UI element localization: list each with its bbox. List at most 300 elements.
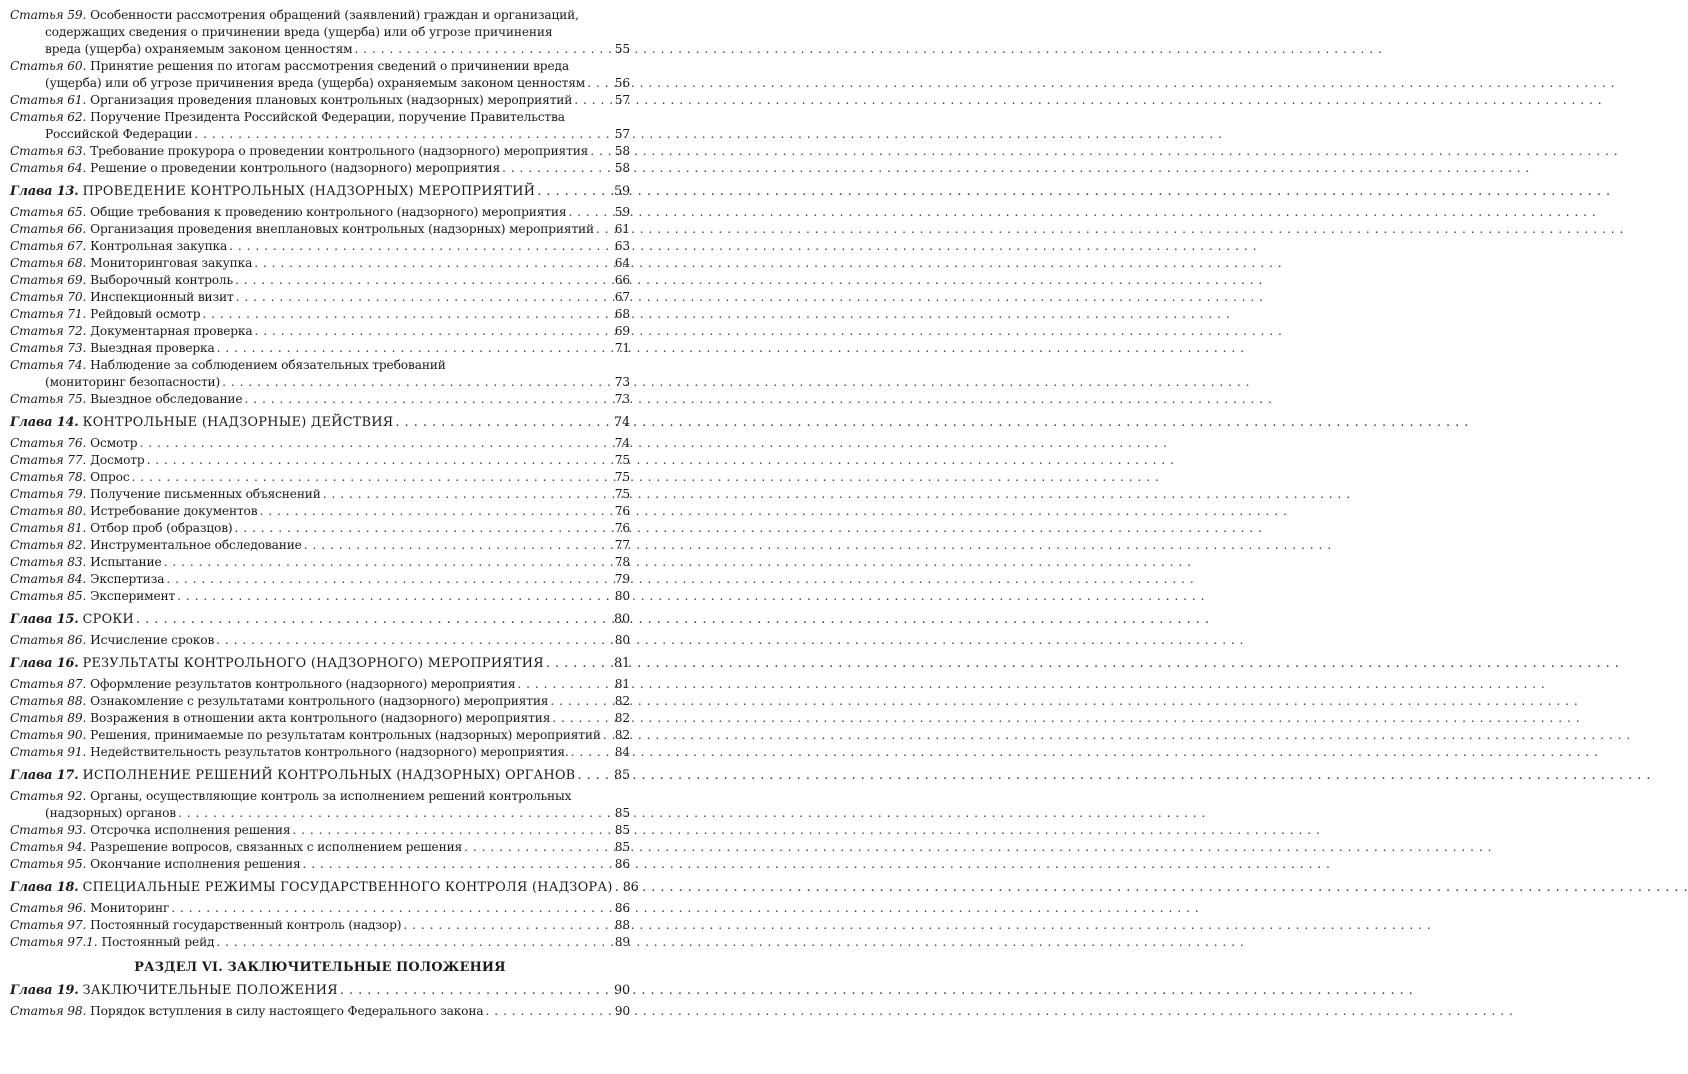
article-title: Общие требования к проведению контрольного (надзорного) мероприятия [90, 205, 567, 219]
toc-chapter-line [10, 414, 630, 431]
toc-article-line [10, 41, 630, 58]
dot-leader [552, 710, 613, 727]
article-number: Статья 72. [10, 324, 87, 338]
page-number: 69 [614, 324, 630, 338]
dot-leader [578, 767, 613, 784]
article-number: Статья 83. [10, 555, 87, 569]
dot-leader [222, 374, 613, 391]
toc-article-line [10, 92, 630, 109]
dot-leader [568, 204, 612, 221]
toc-article[interactable] [10, 822, 630, 839]
toc-article[interactable] [10, 58, 630, 92]
dot-leader [164, 554, 613, 571]
toc-article-line [10, 486, 630, 503]
toc-article[interactable] [10, 632, 630, 649]
article-number: Статья 71. [10, 307, 87, 321]
article-number: Статья 97. [10, 918, 87, 932]
toc-article-line [10, 503, 630, 520]
toc-article-line [10, 109, 630, 126]
dot-leader [202, 306, 612, 323]
toc-article[interactable] [10, 588, 630, 605]
dot-leader [546, 655, 612, 672]
dot-leader [537, 183, 612, 200]
toc-article-line [10, 693, 630, 710]
toc-article-line [10, 238, 630, 255]
article-number: Статья 94. [10, 840, 87, 854]
page-number: 58 [614, 161, 630, 175]
toc-article-line [10, 24, 630, 41]
toc-article-line [10, 75, 630, 92]
toc-article[interactable] [10, 676, 630, 693]
article-number: Статья 63. [10, 144, 87, 158]
article-number: Статья 88. [10, 694, 87, 708]
toc-article-line [10, 788, 630, 805]
toc-article[interactable] [10, 7, 630, 58]
toc-article[interactable] [10, 856, 630, 873]
article-title: содержащих сведения о причинении вреда (ущерба) или об угрозе причинения [45, 25, 553, 39]
article-title: Порядок вступления в силу настоящего Федерального закона [90, 1004, 484, 1018]
dot-leader [304, 537, 613, 554]
toc-article[interactable] [10, 503, 630, 520]
page-number: 56 [614, 76, 630, 90]
article-number: Статья 82. [10, 538, 87, 552]
toc-article[interactable] [10, 143, 630, 160]
toc-article-line [10, 160, 630, 177]
dot-leader [354, 41, 612, 58]
dot-leader [485, 1003, 612, 1020]
toc-article[interactable] [10, 693, 630, 710]
toc-article[interactable] [10, 160, 630, 177]
toc-article-line [10, 900, 630, 917]
chapter-title: СПЕЦИАЛЬНЫЕ РЕЖИМЫ ГОСУДАРСТВЕННОГО КОНТРОЛЯ (НАДЗОРА) [82, 880, 613, 895]
toc-article[interactable] [10, 435, 630, 452]
article-number: Статья 86. [10, 633, 87, 647]
chapter-title: КОНТРОЛЬНЫЕ (НАДЗОРНЫЕ) ДЕЙСТВИЯ [82, 415, 394, 430]
toc-chapter[interactable] [10, 183, 630, 200]
article-number: Статья 96. [10, 901, 87, 915]
article-title: Контрольная закупка [90, 239, 228, 253]
article-title: Окончание исполнения решения [90, 857, 301, 871]
article-number: Статья 90. [10, 728, 87, 742]
toc-chapter-line [10, 611, 630, 628]
dot-leader [136, 611, 612, 628]
toc-article[interactable] [10, 744, 630, 761]
page-number: 81 [614, 677, 630, 691]
toc-article-line [10, 727, 630, 744]
article-title: Организация проведения внеплановых контрольных (надзорных) мероприятий [90, 222, 594, 236]
page-number: 73 [614, 392, 630, 406]
article-number: Статья 93. [10, 823, 87, 837]
page-number: 66 [614, 273, 630, 287]
article-number: Статья 85. [10, 589, 87, 603]
toc-article[interactable] [10, 92, 630, 109]
toc-article-line [10, 520, 630, 537]
dot-leader [571, 744, 613, 761]
page-number: 59 [614, 205, 630, 219]
article-title: Поручение Президента Российской Федерации, поручение Правительства [90, 110, 565, 124]
dot-leader [217, 340, 613, 357]
article-title: Досмотр [90, 453, 145, 467]
page-number: 74 [614, 415, 630, 430]
toc-article-line [10, 917, 630, 934]
article-number: Статья 73. [10, 341, 87, 355]
page-number: 58 [614, 144, 630, 158]
dot-leader [395, 414, 612, 431]
page-number: 79 [614, 572, 630, 586]
article-title: Постоянный рейд [101, 935, 215, 949]
page-number: 90 [614, 1004, 630, 1018]
toc-article-line [10, 255, 630, 272]
chapter-number: Глава 15. [10, 612, 79, 627]
toc-article-line [10, 357, 630, 374]
chapter-title: ИСПОЛНЕНИЕ РЕШЕНИЙ КОНТРОЛЬНЫХ (НАДЗОРНЫХ) ОРГАНОВ [82, 768, 576, 783]
article-number: Статья 81. [10, 521, 87, 535]
dot-leader [254, 255, 613, 272]
dot-leader [132, 469, 613, 486]
toc-article[interactable] [10, 710, 630, 727]
article-number: Статья 66. [10, 222, 87, 236]
dot-leader [550, 693, 612, 710]
toc-article-line [10, 204, 630, 221]
chapter-number: Глава 14. [10, 415, 79, 430]
article-title: Инструментальное обследование [90, 538, 302, 552]
dot-leader [147, 452, 613, 469]
article-number: Статья 61. [10, 93, 87, 107]
page-number: 84 [614, 745, 630, 759]
article-number: Статья 97.1. [10, 935, 98, 949]
article-number: Статья 92. [10, 789, 87, 803]
article-title: Решение о проведении контрольного (надзорного) мероприятия [90, 161, 501, 175]
toc-chapter[interactable] [10, 414, 630, 431]
dot-leader [596, 221, 613, 238]
dot-leader [259, 503, 612, 520]
toc-article-line [10, 143, 630, 160]
toc-article[interactable] [10, 554, 630, 571]
toc-article-line [10, 452, 630, 469]
article-number: Статья 74. [10, 358, 87, 372]
chapter-number: Глава 13. [10, 184, 79, 199]
article-number: Статья 87. [10, 677, 87, 691]
article-title: Эксперимент [90, 589, 176, 603]
page-number: 78 [614, 555, 630, 569]
article-title: Выборочный контроль [90, 273, 234, 287]
page-number: 57 [614, 127, 630, 141]
page-number: 85 [614, 806, 630, 820]
article-number: Статья 91. [10, 745, 87, 759]
toc-chapter-line [10, 183, 630, 200]
article-title: Исчисление сроков [90, 633, 215, 647]
dot-leader [235, 272, 613, 289]
page-number: 71 [614, 341, 630, 355]
toc-article-line [10, 632, 630, 649]
dot-leader [590, 143, 613, 160]
toc-article-line [10, 710, 630, 727]
article-number: Статья 60. [10, 59, 87, 73]
dot-leader [177, 588, 613, 605]
article-number: Статья 68. [10, 256, 87, 270]
dot-leader [171, 900, 613, 917]
article-number: Статья 62. [10, 110, 87, 124]
chapter-title: ЗАКЛЮЧИТЕЛЬНЫЕ ПОЛОЖЕНИЯ [82, 983, 338, 998]
toc-article-line [10, 856, 630, 873]
article-title: Постоянный государственный контроль (надзор) [90, 918, 402, 932]
toc-article-line [10, 374, 630, 391]
toc-article-line [10, 839, 630, 856]
toc-chapter[interactable] [10, 611, 630, 628]
article-number: Статья 80. [10, 504, 87, 518]
page-number: 55 [614, 42, 630, 56]
page-number: 73 [614, 375, 630, 389]
toc-article-line [10, 537, 630, 554]
dot-leader [323, 486, 613, 503]
page-number: 86 [614, 857, 630, 871]
dot-leader [403, 917, 612, 934]
chapter-title: РЕЗУЛЬТАТЫ КОНТРОЛЬНОГО (НАДЗОРНОГО) МЕРОПРИЯТИЯ [82, 656, 544, 671]
toc-article[interactable] [10, 917, 630, 934]
toc-article[interactable] [10, 520, 630, 537]
toc-article[interactable] [10, 452, 630, 469]
article-title: (ущерба) или об угрозе причинения вреда (ущерба) охраняемым законом ценностям [45, 76, 586, 90]
article-title: Мониторинговая закупка [90, 256, 253, 270]
toc-chapter-line [10, 982, 630, 999]
dot-leader [464, 839, 613, 856]
toc-article-line [10, 58, 630, 75]
toc-article[interactable] [10, 272, 630, 289]
page-number: 80 [614, 612, 630, 627]
toc-article-line [10, 306, 630, 323]
page-number: 80 [614, 633, 630, 647]
article-number: Статья 75. [10, 392, 87, 406]
article-title: Особенности рассмотрения обращений (заявлений) граждан и организаций, [90, 8, 579, 22]
article-title: Инспекционный визит [90, 290, 234, 304]
toc-article[interactable] [10, 357, 630, 391]
page-number: 77 [614, 538, 630, 552]
dot-leader [292, 822, 612, 839]
toc-article-line [10, 469, 630, 486]
toc-chapter-line [10, 879, 639, 896]
dot-leader [303, 856, 613, 873]
toc-article-line [10, 126, 630, 143]
toc-article[interactable] [10, 839, 630, 856]
toc-article-line [10, 340, 630, 357]
toc-article[interactable] [10, 900, 630, 917]
toc-article[interactable] [10, 238, 630, 255]
toc-article-line [10, 744, 630, 761]
page-number: 82 [614, 728, 630, 742]
page-number: 85 [614, 768, 630, 783]
page-number: 82 [614, 711, 630, 725]
toc-chapter[interactable] [10, 655, 630, 672]
chapter-title: СРОКИ [82, 612, 135, 627]
article-title: Решения, принимаемые по результатам контрольных (надзорных) мероприятий [90, 728, 601, 742]
dot-leader [229, 238, 613, 255]
article-title: Разрешение вопросов, связанных с исполнением решения [90, 840, 463, 854]
page-number: 86 [614, 901, 630, 915]
article-number: Статья 59. [10, 8, 87, 22]
page-number: 64 [614, 256, 630, 270]
page-number: 89 [614, 935, 630, 949]
article-title: Российской Федерации [45, 127, 193, 141]
article-title: Документарная проверка [90, 324, 253, 338]
article-number: Статья 67. [10, 239, 87, 253]
article-title: Испытание [90, 555, 162, 569]
toc-article[interactable] [10, 391, 630, 408]
article-number: Статья 98. [10, 1004, 87, 1018]
article-title: Оформление результатов контрольного (надзорного) мероприятия [90, 677, 516, 691]
table-of-contents [0, 0, 640, 1020]
dot-leader [194, 126, 612, 143]
article-title: Выездная проверка [90, 341, 215, 355]
page-number: 59 [614, 184, 630, 199]
dot-leader [216, 632, 613, 649]
toc-article[interactable] [10, 788, 630, 822]
toc-article[interactable] [10, 289, 630, 306]
chapter-number: Глава 19. [10, 983, 79, 998]
toc-article-line [10, 588, 630, 605]
article-title: Отсрочка исполнения решения [90, 823, 291, 837]
toc-article[interactable] [10, 340, 630, 357]
article-number: Статья 84. [10, 572, 87, 586]
dot-leader [178, 805, 613, 822]
article-title: Наблюдение за соблюдением обязательных требований [90, 358, 446, 372]
toc-article-line [10, 554, 630, 571]
toc-chapter[interactable] [10, 879, 639, 896]
toc-article[interactable] [10, 727, 630, 744]
article-title: Опрос [90, 470, 130, 484]
page-number: 76 [614, 521, 630, 535]
dot-leader [615, 879, 621, 896]
article-title: Принятие решения по итогам рассмотрения сведений о причинении вреда [90, 59, 569, 73]
article-title: Органы, осуществляющие контроль за исполнением решений контрольных [90, 789, 572, 803]
toc-article[interactable] [10, 323, 630, 340]
article-title: Осмотр [90, 436, 138, 450]
toc-article-line [10, 7, 630, 24]
page-number: 61 [614, 222, 630, 236]
page-number: 67 [614, 290, 630, 304]
page-number: 82 [614, 694, 630, 708]
toc-article[interactable] [10, 537, 630, 554]
toc-article-line [10, 1003, 630, 1020]
toc-article-line [10, 571, 630, 588]
toc-article[interactable] [10, 255, 630, 272]
article-number: Статья 77. [10, 453, 87, 467]
toc-article[interactable] [10, 934, 630, 951]
dot-leader [603, 727, 613, 744]
chapter-number: Глава 16. [10, 656, 79, 671]
chapter-title: ПРОВЕДЕНИЕ КОНТРОЛЬНЫХ (НАДЗОРНЫХ) МЕРОПРИЯТИЙ [82, 184, 536, 199]
article-title: Выездное обследование [90, 392, 243, 406]
article-title: Организация проведения плановых контрольных (надзорных) мероприятий [90, 93, 573, 107]
article-number: Статья 64. [10, 161, 87, 175]
page-number: 57 [614, 93, 630, 107]
page-number: 88 [614, 918, 630, 932]
article-title: Экспертиза [90, 572, 165, 586]
toc-article[interactable] [10, 571, 630, 588]
toc-chapter[interactable] [10, 982, 630, 999]
toc-article-line [10, 805, 630, 822]
dot-leader [139, 435, 612, 452]
dot-leader [216, 934, 612, 951]
article-number: Статья 89. [10, 711, 87, 725]
toc-article-line [10, 221, 630, 238]
dot-leader [255, 323, 613, 340]
toc-article[interactable] [10, 306, 630, 323]
article-title: вреда (ущерба) охраняемым законом ценностям [45, 42, 353, 56]
page-number: 75 [614, 453, 630, 467]
article-number: Статья 95. [10, 857, 87, 871]
article-title: Недействительность результатов контрольного (надзорного) мероприятия. [90, 745, 569, 759]
dot-leader [166, 571, 612, 588]
page-number: 90 [614, 983, 630, 998]
dot-leader [574, 92, 613, 109]
article-number: Статья 70. [10, 290, 87, 304]
toc-article-line [10, 289, 630, 306]
toc-article[interactable] [10, 1003, 630, 1020]
page-number: 74 [614, 436, 630, 450]
toc-article-line [10, 391, 630, 408]
page-number: 85 [614, 823, 630, 837]
article-title: Истребование документов [90, 504, 258, 518]
article-title: Ознакомление с результатами контрольного (надзорного) мероприятия [90, 694, 549, 708]
page-number: 81 [614, 656, 630, 671]
article-title: Получение письменных объяснений [90, 487, 321, 501]
toc-article-line [10, 435, 630, 452]
page-number: 76 [614, 504, 630, 518]
dot-leader [502, 160, 613, 177]
article-number: Статья 76. [10, 436, 87, 450]
toc-article[interactable] [10, 109, 630, 143]
article-number: Статья 69. [10, 273, 87, 287]
chapter-number: Глава 18. [10, 880, 79, 895]
page-number: 68 [614, 307, 630, 321]
toc-chapter-line [10, 655, 630, 672]
dot-leader [340, 982, 612, 999]
toc-article[interactable] [10, 204, 630, 221]
dot-leader [236, 289, 613, 306]
article-title: Мониторинг [90, 901, 170, 915]
toc-article[interactable] [10, 486, 630, 503]
dot-leader [244, 391, 612, 408]
toc-article-line [10, 676, 630, 693]
toc-article[interactable] [10, 221, 630, 238]
toc-article-line [10, 934, 630, 951]
article-number: Статья 78. [10, 470, 87, 484]
article-number: Статья 65. [10, 205, 87, 219]
page-number: 63 [614, 239, 630, 253]
article-title: Отбор проб (образцов) [90, 521, 233, 535]
page-number: 85 [614, 840, 630, 854]
toc-article[interactable] [10, 469, 630, 486]
article-title: Требование прокурора о проведении контрольного (надзорного) мероприятия [90, 144, 589, 158]
toc-chapter-line [10, 767, 630, 784]
toc-article-line [10, 822, 630, 839]
article-title: (мониторинг безопасности) [45, 375, 221, 389]
toc-article-line [10, 323, 630, 340]
toc-article-line [10, 272, 630, 289]
page-number: 75 [614, 470, 630, 484]
article-title: (надзорных) органов [45, 806, 177, 820]
page-number: 75 [614, 487, 630, 501]
dot-leader [235, 520, 613, 537]
page-number: 80 [614, 589, 630, 603]
toc-chapter[interactable] [10, 767, 630, 784]
article-title: Возражения в отношении акта контрольного (надзорного) мероприятия [90, 711, 551, 725]
section-heading: РАЗДЕЛ VI. ЗАКЛЮЧИТЕЛЬНЫЕ ПОЛОЖЕНИЯ [134, 960, 506, 975]
article-title: Рейдовый осмотр [90, 307, 201, 321]
page-number: 86 [622, 880, 639, 895]
dot-leader [517, 676, 612, 693]
chapter-number: Глава 17. [10, 768, 79, 783]
